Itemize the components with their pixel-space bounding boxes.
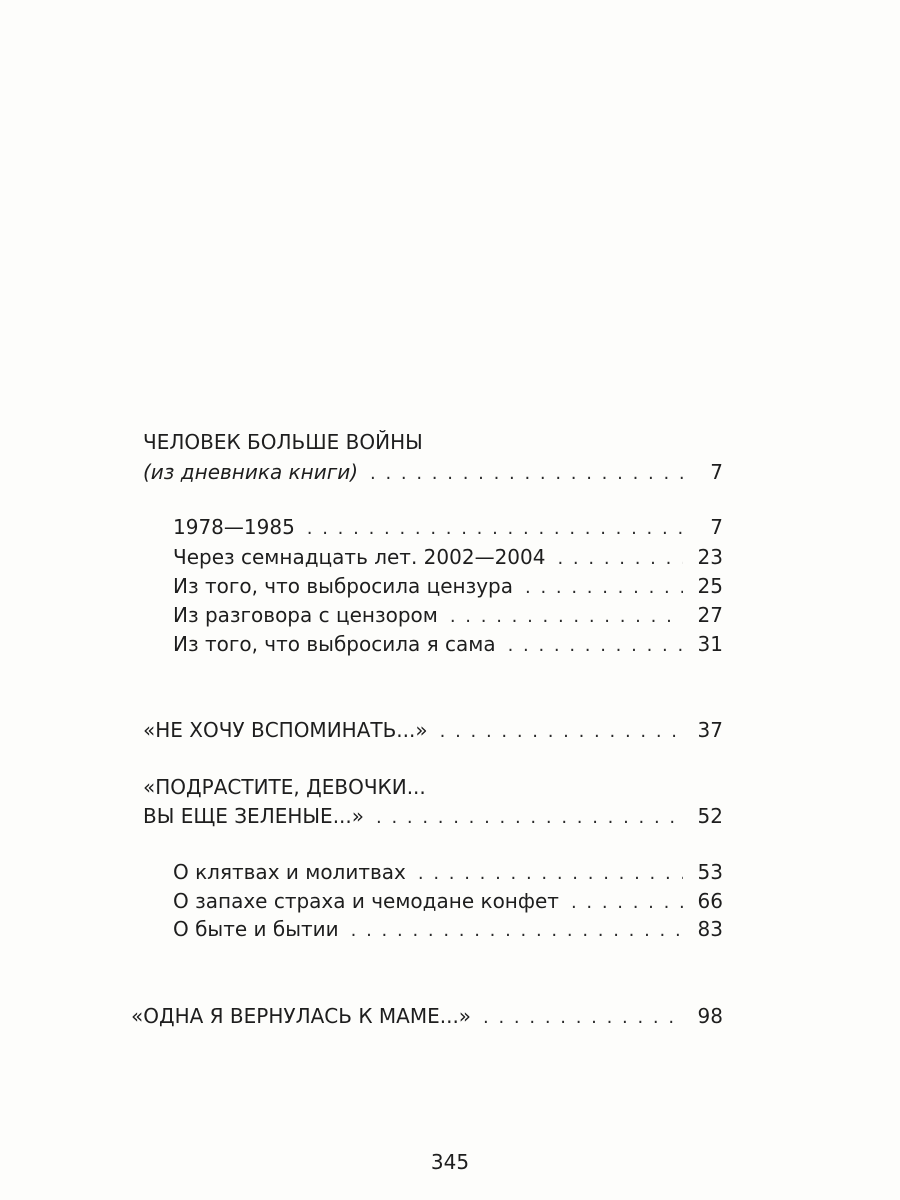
- toc-entry[interactable]: [173, 543, 723, 573]
- toc-leader-dots: [571, 889, 683, 917]
- toc-section-title-line1: ЧЕЛОВЕК БОЛЬШЕ ВОЙНЫ: [143, 430, 423, 454]
- toc-page-number: 27: [697, 603, 723, 627]
- toc-entry[interactable]: [173, 601, 723, 631]
- toc-page-number: 37: [697, 718, 723, 742]
- toc-page-number: 7: [710, 460, 723, 484]
- toc-page-number: 52: [697, 804, 723, 828]
- toc-entry-title: Из того, что выбросила цензура: [173, 574, 514, 598]
- toc-leader-dots: [376, 804, 683, 832]
- toc-entry-title: Через семнадцать лет. 2002—2004: [173, 545, 546, 569]
- toc-leader-dots: [483, 1004, 683, 1032]
- toc-leader-dots: [557, 545, 683, 573]
- toc-section-title: [143, 428, 723, 456]
- toc-section-title-line2: ВЫ ЕЩЕ ЗЕЛЕНЫЕ...»: [143, 804, 364, 828]
- toc-page-number: 83: [697, 917, 723, 941]
- toc-entry-title: О быте и бытии: [173, 917, 339, 941]
- toc-entry[interactable]: [173, 572, 723, 602]
- toc-leader-dots: [307, 515, 683, 543]
- toc-leader-dots: [418, 860, 683, 888]
- toc-entry[interactable]: [173, 915, 723, 945]
- toc-page-number: 7: [710, 515, 723, 539]
- toc-page-number: 31: [697, 632, 723, 656]
- toc-section-title-line1: «ПОДРАСТИТЕ, ДЕВОЧКИ...: [143, 775, 426, 799]
- toc-section-title: «ОДНА Я ВЕРНУЛАСЬ К МАМЕ...»: [131, 1004, 472, 1028]
- toc-page-number: 66: [697, 889, 723, 913]
- toc-entry-title: Из разговора с цензором: [173, 603, 438, 627]
- toc-entry[interactable]: [143, 458, 723, 488]
- toc-leader-dots: [440, 718, 683, 746]
- toc-page-number: 25: [697, 574, 723, 598]
- toc-entry[interactable]: [173, 858, 723, 888]
- toc-section-subtitle: (из дневника книги): [143, 460, 359, 484]
- toc-entry-title: О запахе страха и чемодане конфет: [173, 889, 559, 913]
- toc-leader-dots: [351, 917, 683, 945]
- toc-leader-dots: [508, 632, 683, 660]
- toc-entry-title: Из того, что выбросила я сама: [173, 632, 496, 656]
- toc-leader-dots: [450, 603, 683, 631]
- toc-entry[interactable]: [143, 802, 723, 832]
- toc-section-title: «НЕ ХОЧУ ВСПОМИНАТЬ...»: [143, 718, 428, 742]
- page-number: 345: [430, 1150, 470, 1174]
- toc-page-number: 53: [697, 860, 723, 884]
- toc-leader-dots: [525, 574, 683, 602]
- toc-page-number: 23: [697, 545, 723, 569]
- toc-leader-dots: [370, 460, 683, 488]
- toc-entry[interactable]: [131, 1002, 723, 1032]
- toc-entry[interactable]: [173, 630, 723, 660]
- toc-page-number: 98: [697, 1004, 723, 1028]
- toc-entry[interactable]: [143, 716, 723, 746]
- toc-entry[interactable]: [173, 887, 723, 917]
- toc-entry-title: О клятвах и молитвах: [173, 860, 406, 884]
- toc-entry[interactable]: [173, 513, 723, 543]
- toc-entry-title: 1978—1985: [173, 515, 295, 539]
- toc-section-title: [143, 773, 723, 801]
